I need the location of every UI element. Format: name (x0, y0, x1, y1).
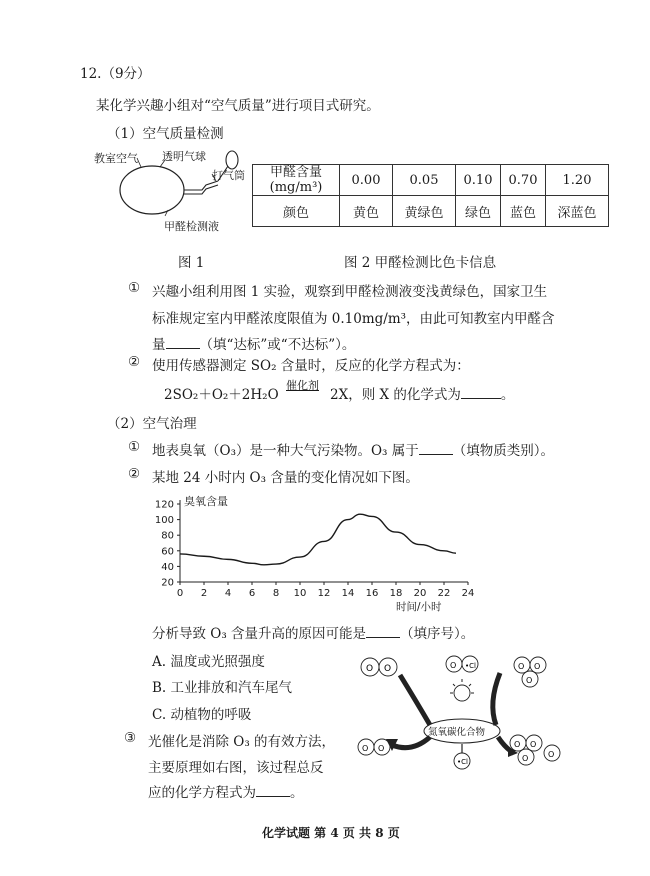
svg-text:•Cl: •Cl (465, 662, 476, 670)
svg-text:O: O (450, 661, 457, 670)
svg-text:O: O (518, 662, 525, 671)
q2-line1: 使用传感器测定 SO₂ 含量时，反应的化学方程式为： (152, 358, 470, 374)
p2q2-marker: ② (128, 466, 141, 482)
figure1-caption: 图 1 (178, 255, 205, 271)
x-tick-label: 20 (413, 588, 427, 599)
answer-blank[interactable] (166, 336, 200, 349)
p2q1-marker: ① (128, 439, 141, 455)
table-cell: 0.00 (340, 165, 393, 196)
cycle-arrow (400, 675, 430, 725)
x-tick-label: 8 (272, 588, 280, 599)
p2q3-line3: 应的化学方程式为 。 (148, 785, 304, 801)
sun-icon (450, 679, 474, 701)
p2q3-line2: 主要原理如右图，该过程总反 (148, 760, 324, 776)
table-cell: 蓝色 (501, 196, 546, 227)
x-tick-label: 18 (389, 588, 403, 599)
photocatalysis-diagram (356, 645, 568, 785)
svg-text:O: O (530, 740, 537, 749)
option-c: C. 动植物的呼吸 (152, 707, 252, 723)
question-intro: 某化学兴趣小组对“空气质量”进行项目式研究。 (96, 98, 380, 114)
label-pump: 打气筒 (212, 169, 245, 182)
figure2-caption: 图 2 甲醛检测比色卡信息 (344, 255, 497, 271)
catalyst-label: 氮氧碳化合物 (428, 727, 486, 738)
table-row (253, 165, 609, 196)
label-classroom-air: 教室空气 (94, 152, 138, 165)
label-balloon: 透明气球 (162, 150, 206, 163)
q1-line1: 兴趣小组利用图 1 实验，观察到甲醛检测液变浅黄绿色，国家卫生 (152, 284, 548, 300)
table-header-cell: 颜色 (253, 196, 340, 227)
svg-text:O: O (522, 754, 529, 763)
x-tick-label: 10 (293, 588, 307, 599)
table-cell: 0.10 (456, 165, 501, 196)
q1-line3: 量 （填“达标”或“不达标”）。 (152, 337, 356, 353)
svg-text:O: O (514, 740, 521, 749)
table-cell: 黄色 (340, 196, 393, 227)
svg-text:O: O (526, 676, 533, 685)
x-tick-label: 24 (461, 588, 475, 599)
o3-molecule-icon (510, 735, 560, 765)
equation-catalyst: 催化剂 (286, 379, 319, 392)
q1-marker: ① (128, 280, 141, 296)
part2-title: （2）空气治理 (107, 416, 197, 432)
balloon-shape (120, 166, 184, 214)
x-tick-label: 16 (365, 588, 379, 599)
chart-title: 臭氧含量 (184, 495, 228, 508)
equation-left: 2SO₂＋O₂＋2H₂O (164, 387, 279, 403)
ozone-series-line (180, 514, 456, 565)
table-row (253, 196, 609, 227)
svg-text:O: O (384, 664, 392, 674)
svg-text:O: O (534, 662, 541, 671)
table-cell: 1.20 (546, 165, 609, 196)
p2q3-line1: 光催化是消除 O₃ 的有效方法， (148, 734, 336, 750)
page-footer: 化学试题 第 4 页 共 8 页 (262, 826, 400, 840)
table-cell: 绿色 (456, 196, 501, 227)
svg-text:O: O (366, 664, 374, 674)
answer-blank[interactable] (419, 442, 453, 455)
label-detection-liquid: 甲醛检测液 (164, 220, 219, 233)
o2-molecule-icon (361, 658, 397, 676)
p2q3-marker: ③ (124, 730, 137, 746)
cycle-arrow (493, 673, 500, 725)
o-atom-catalyst-icon (446, 656, 478, 672)
ozone-chart (142, 492, 482, 616)
chart-xlabel: 时间/小时 (396, 601, 442, 613)
y-tick-label: 20 (161, 577, 174, 589)
option-a: A. 温度或光照强度 (152, 654, 265, 670)
answer-blank[interactable] (461, 386, 501, 399)
x-tick-label: 0 (176, 588, 184, 599)
svg-text:•Cl: •Cl (457, 758, 468, 766)
q2-marker: ② (128, 354, 141, 370)
o2-molecule-icon (358, 739, 390, 755)
table-cell: 黄绿色 (393, 196, 456, 227)
p2q2-text: 某地 24 小时内 O₃ 含量的变化情况如下图。 (152, 470, 419, 486)
o3-molecule-icon (514, 657, 546, 687)
q1-line2: 标准规定室内甲醛浓度限值为 0.10mg/m³，由此可知教室内甲醛含 (152, 311, 555, 327)
table-cell: 深蓝色 (546, 196, 609, 227)
o-atom-icon (454, 753, 470, 769)
p2q1-text: 地表臭氧（O₃）是一种大气污染物。O₃ 属于 （填物质类别）。 (152, 443, 554, 459)
x-tick-label: 4 (224, 588, 232, 599)
x-tick-label: 14 (341, 588, 355, 599)
equation-right: 2X，则 X 的化学式为 。 (330, 387, 515, 403)
svg-text:O: O (378, 744, 385, 753)
x-tick-label: 6 (248, 588, 256, 599)
option-b: B. 工业排放和汽车尾气 (152, 680, 293, 696)
answer-blank[interactable] (366, 625, 400, 638)
question-number: 12.（9分） (80, 66, 151, 82)
y-tick-label: 40 (161, 561, 174, 573)
x-tick-label: 2 (200, 588, 208, 599)
x-tick-label: 22 (437, 588, 451, 599)
y-tick-label: 60 (161, 546, 174, 558)
part1-title: （1）空气质量检测 (107, 126, 224, 142)
svg-text:O: O (548, 750, 555, 759)
x-tick-label: 12 (317, 588, 331, 599)
svg-text:O: O (362, 744, 369, 753)
analysis-question: 分析导致 O₃ 含量升高的原因可能是 （填序号）。 (152, 626, 475, 642)
table-header-cell: 甲醛含量 (mg/m³) (253, 165, 340, 196)
y-tick-label: 100 (154, 515, 174, 527)
table-cell: 0.05 (393, 165, 456, 196)
colorimetric-card-table (252, 164, 609, 227)
y-tick-label: 80 (161, 530, 174, 542)
table-cell: 0.70 (501, 165, 546, 196)
answer-blank[interactable] (256, 784, 290, 797)
y-tick-label: 120 (154, 499, 174, 511)
